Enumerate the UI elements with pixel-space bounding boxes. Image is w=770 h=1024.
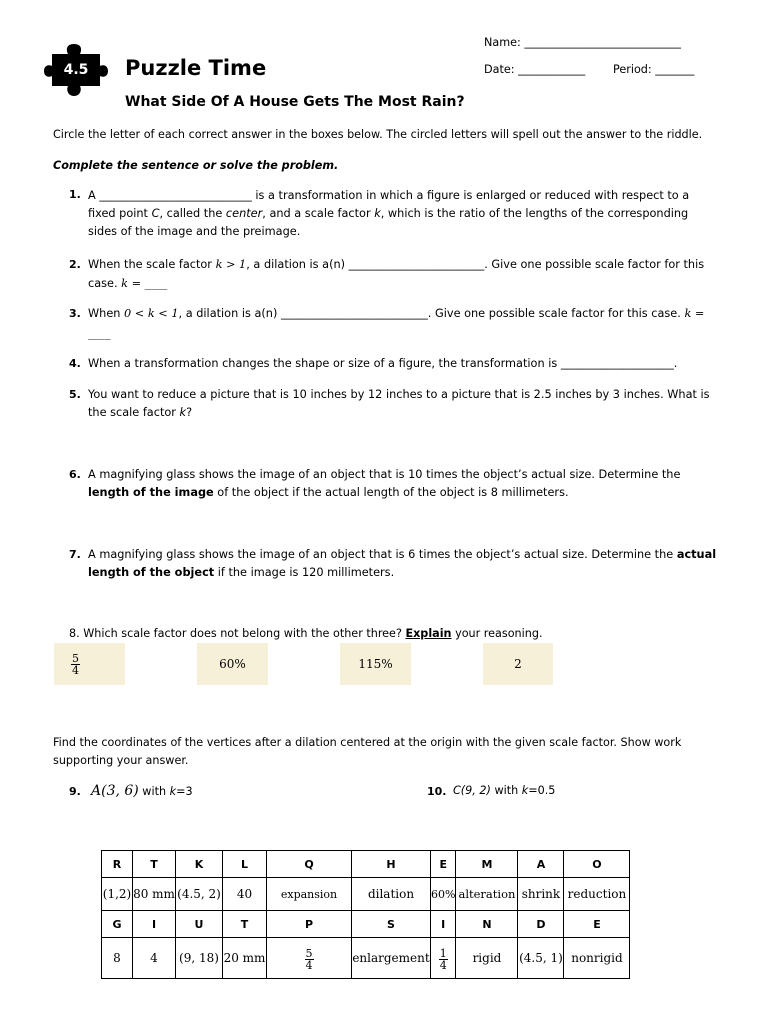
answer-value-fraction: $\frac{1}{4}$ xyxy=(431,938,456,979)
answer-value: 8 xyxy=(102,938,133,979)
question-9: A(3, 6) with k=3 xyxy=(91,783,193,799)
answer-value: (9, 18) xyxy=(176,938,223,979)
question-5: You want to reduce a picture that is 10 inches by 12 inches to a picture that is 2.5 inches by 3 inches. What is the scale factor k? xyxy=(88,388,710,419)
puzzle-piece-icon xyxy=(44,40,108,100)
answer-value: 20 mm xyxy=(223,938,267,979)
scale-option-percent: 115% xyxy=(340,643,411,685)
instructions-text: Circle the letter of each correct answer in the boxes below. The circled letters will spell out the answer to the riddle. xyxy=(53,128,703,141)
scale-option-fraction: $\frac{5}{4}$ xyxy=(54,643,125,685)
table-row xyxy=(102,851,630,878)
section-heading: Complete the sentence or solve the problem. xyxy=(53,159,339,172)
answer-value: expansion xyxy=(267,878,352,911)
answer-value: (1,2) xyxy=(102,878,133,911)
answer-value-fraction: $\frac{5}{4}$ xyxy=(267,938,352,979)
question-number: 10. xyxy=(427,785,447,798)
answer-letter[interactable]: I xyxy=(431,911,456,938)
answer-letter[interactable]: R xyxy=(102,851,133,878)
answer-letter[interactable]: O xyxy=(564,851,630,878)
answer-letter[interactable]: D xyxy=(518,911,564,938)
question-number: 3. xyxy=(69,307,81,320)
answer-letter[interactable]: G xyxy=(102,911,133,938)
answer-value: alteration xyxy=(456,878,518,911)
scale-option-number: 2 xyxy=(483,643,553,685)
answer-value: 80 mm xyxy=(133,878,176,911)
period-field-label: Period: _______ xyxy=(613,63,695,76)
answer-value: 4 xyxy=(133,938,176,979)
question-6: A magnifying glass shows the image of an object that is 10 times the object’s actual size. Determine the length of the image of the object if the actual length of the object is 8 millimeters. xyxy=(88,468,681,499)
answer-letter[interactable]: L xyxy=(223,851,267,878)
question-number: 1. xyxy=(69,188,81,201)
answer-value: nonrigid xyxy=(564,938,630,979)
answer-letter[interactable]: P xyxy=(267,911,352,938)
question-7: A magnifying glass shows the image of an object that is 6 times the object’s actual size. Determine the actual length of the object if the image is 120 millimeters. xyxy=(88,548,717,579)
answer-value: 40 xyxy=(223,878,267,911)
answer-letter[interactable]: Q xyxy=(267,851,352,878)
question-number: 9. xyxy=(69,785,81,798)
date-field-label: Date: ____________ xyxy=(484,63,586,76)
answer-letter[interactable]: E xyxy=(564,911,630,938)
answer-value: enlargement xyxy=(352,938,431,979)
answer-letter[interactable]: S xyxy=(352,911,431,938)
question-2: When the scale factor k > 1, a dilation is a(n) ________________________. Give one possible scale factor for this case. k = ____ xyxy=(88,258,705,290)
answer-letter[interactable]: N xyxy=(456,911,518,938)
answer-value: rigid xyxy=(456,938,518,979)
question-number: 5. xyxy=(69,388,81,401)
answer-value: (4.5, 2) xyxy=(176,878,223,911)
question-number: 4. xyxy=(69,357,81,370)
question-number: 7. xyxy=(69,548,81,561)
answer-letter[interactable]: K xyxy=(176,851,223,878)
answer-letter[interactable]: T xyxy=(133,851,176,878)
question-10: C(9, 2) with k=0.5 xyxy=(453,784,556,797)
section-badge: 4.5 xyxy=(63,62,89,78)
answer-letter[interactable]: T xyxy=(223,911,267,938)
answer-value: (4.5, 1) xyxy=(518,938,564,979)
question-number: 6. xyxy=(69,468,81,481)
question-4: When a transformation changes the shape or size of a figure, the transformation is ____________________. xyxy=(88,357,678,370)
answer-letter[interactable]: U xyxy=(176,911,223,938)
dilation-instructions: Find the coordinates of the vertices after a dilation centered at the origin with the given scale factor. Show work supporting your answer. xyxy=(53,736,682,767)
question-1: A ___________________________ is a transformation in which a figure is enlarged or reduced with respect to a fixed point C, called the center, and a scale factor k, which is the ratio of the lengths of the corresponding sides of the image and the preimage. xyxy=(88,189,690,238)
answer-value: 60% xyxy=(431,878,456,911)
answer-value: reduction xyxy=(564,878,630,911)
question-number: 2. xyxy=(69,258,81,271)
answer-value: shrink xyxy=(518,878,564,911)
name-field-label: Name: ____________________________ xyxy=(484,36,681,49)
answer-letter[interactable]: H xyxy=(352,851,431,878)
question-3: When 0 < k < 1, a dilation is a(n) __________________________. Give one possible scale factor for this case. k = ____ xyxy=(88,307,705,340)
answer-letter[interactable]: A xyxy=(518,851,564,878)
table-row xyxy=(102,938,630,979)
table-row xyxy=(102,911,630,938)
answer-letter[interactable]: M xyxy=(456,851,518,878)
answer-value: dilation xyxy=(352,878,431,911)
answer-letter[interactable]: E xyxy=(431,851,456,878)
question-8: 8. Which scale factor does not belong with the other three? Explain your reasoning. xyxy=(69,627,543,640)
answer-table xyxy=(101,850,630,979)
scale-option-percent: 60% xyxy=(197,643,268,685)
page-title: Puzzle Time xyxy=(125,56,267,80)
riddle-question: What Side Of A House Gets The Most Rain? xyxy=(125,94,465,110)
answer-letter[interactable]: I xyxy=(133,911,176,938)
table-row xyxy=(102,878,630,911)
